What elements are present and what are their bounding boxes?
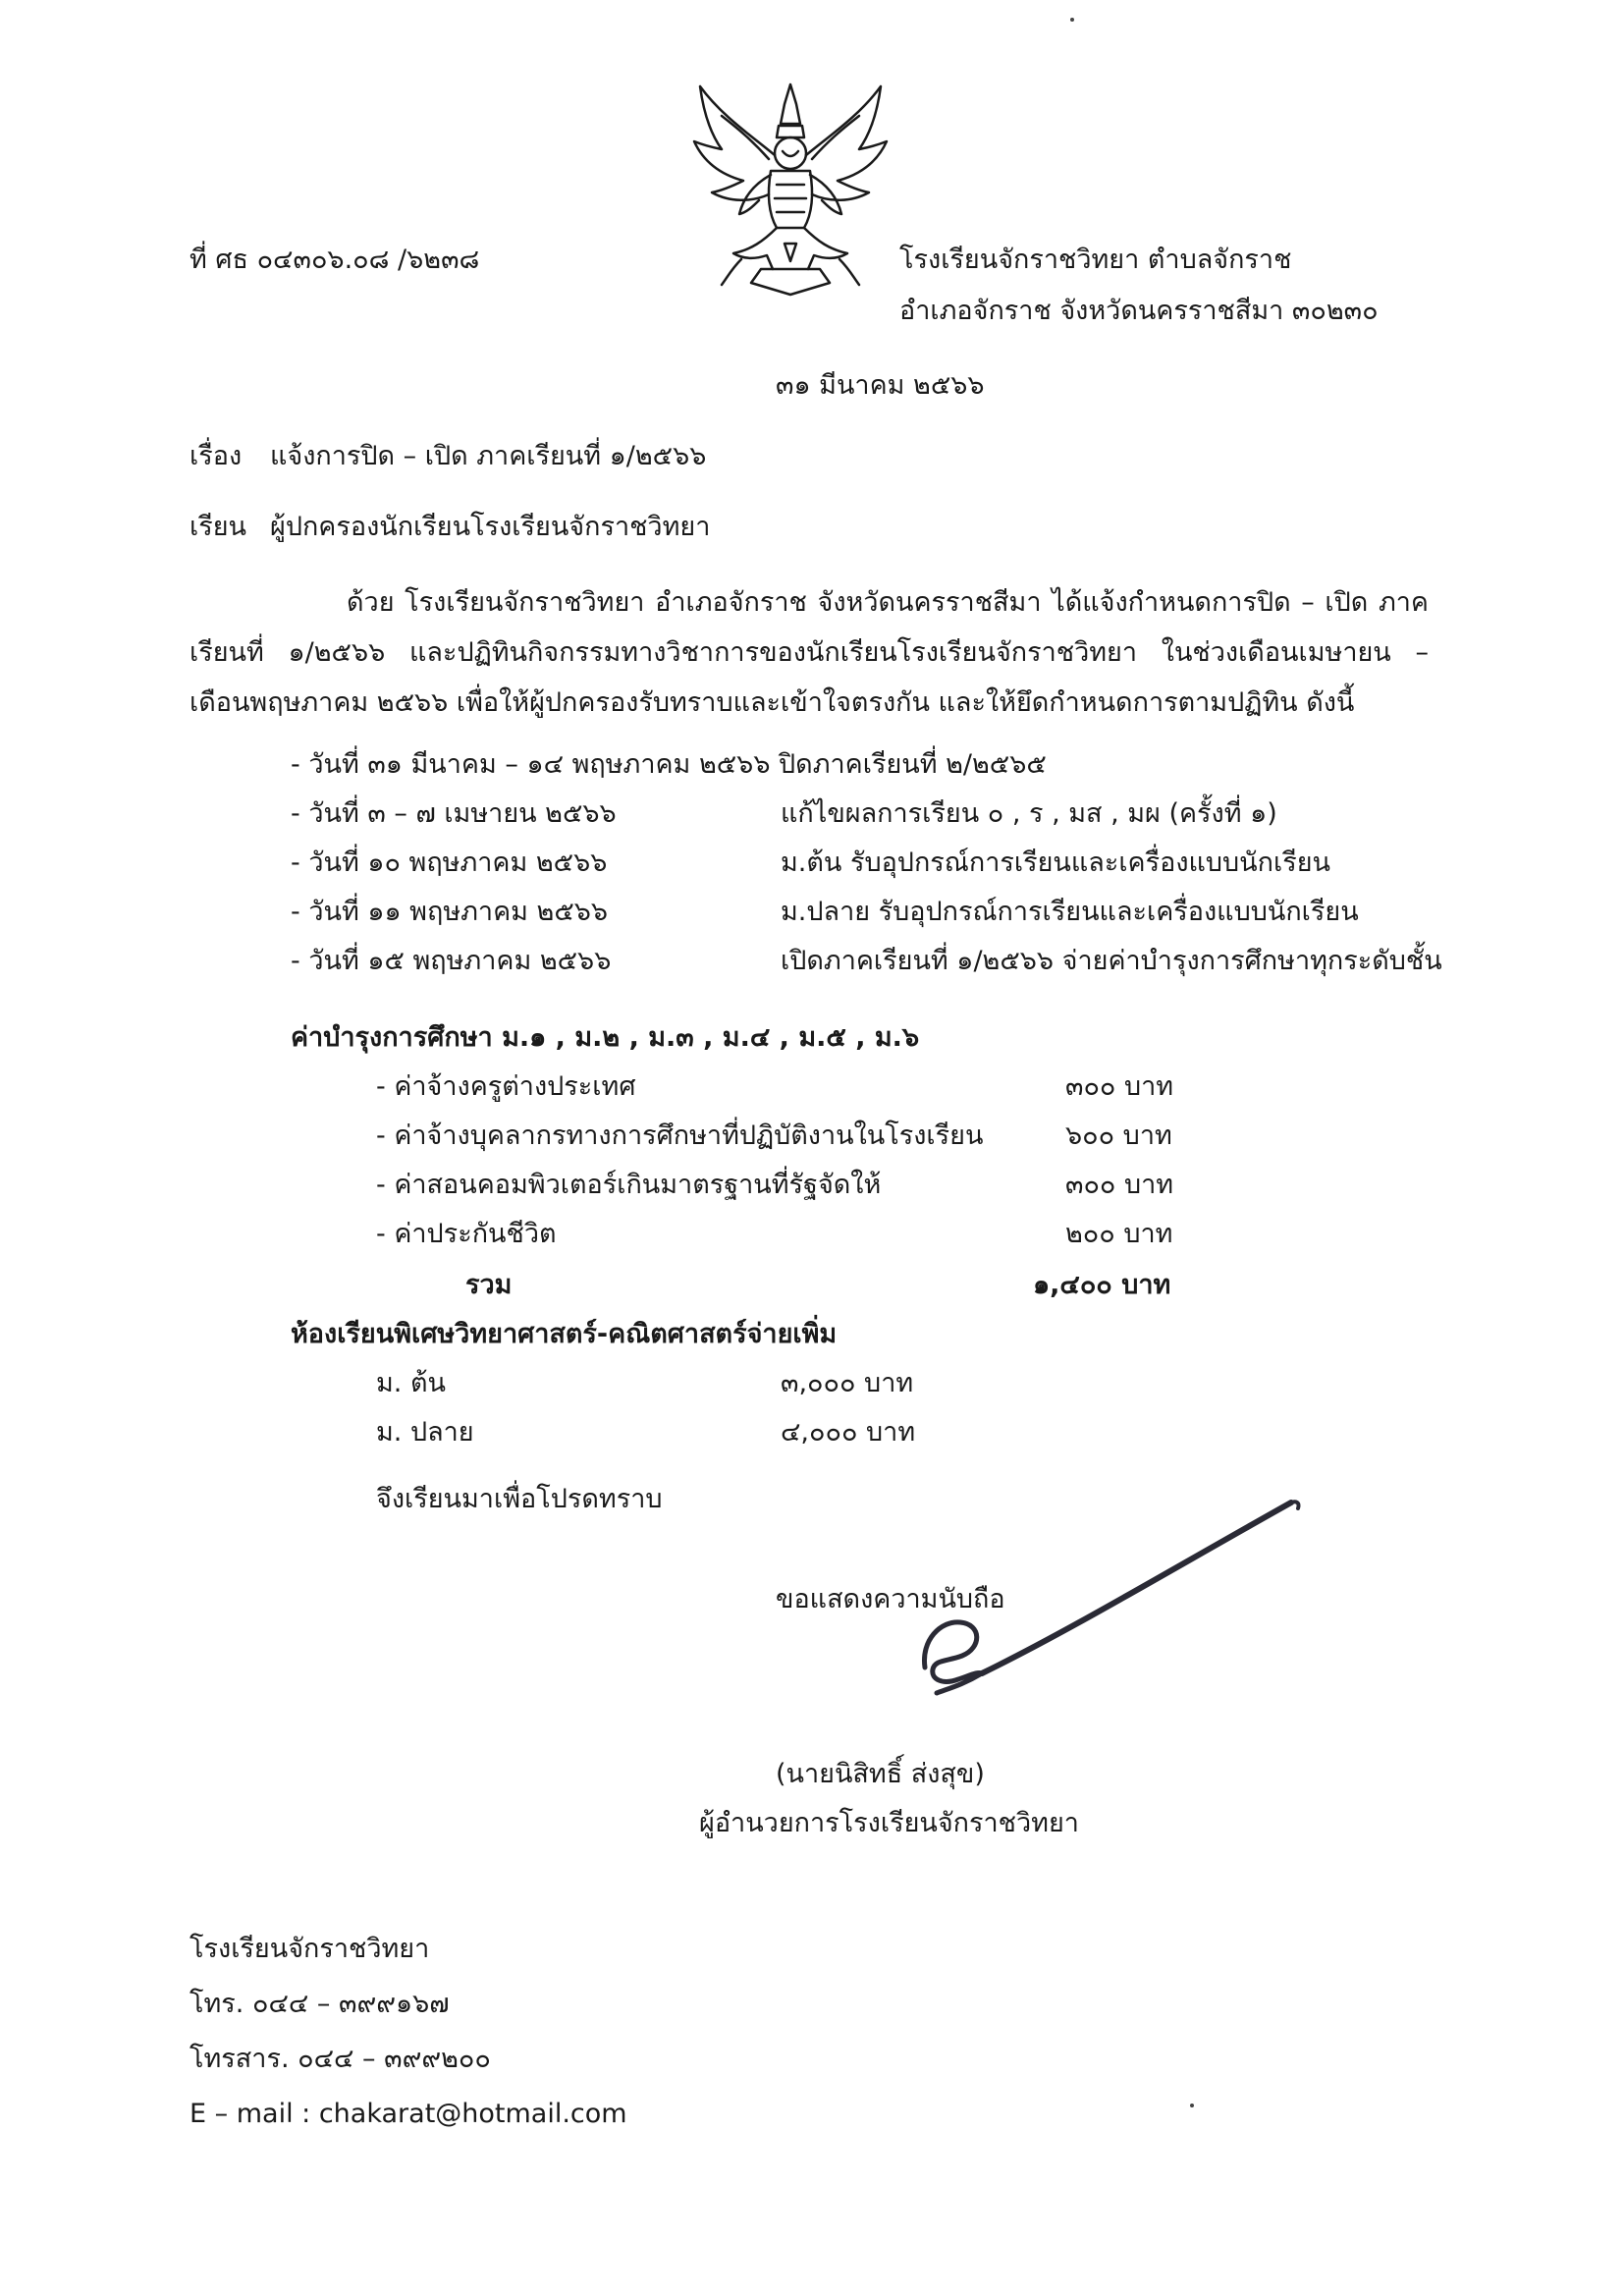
fees-heading: ค่าบำรุงการศึกษา ม.๑ , ม.๒ , ม.๓ , ม.๔ , ม.๕ , ม.๖ — [291, 1022, 920, 1053]
recipient-text: ผู้ปกครองนักเรียนโรงเรียนจักราชวิทยา — [270, 512, 711, 542]
subject-text: แจ้งการปิด – เปิด ภาคเรียนที่ ๑/๒๕๖๖ — [270, 441, 707, 471]
schedule-event: ม.ต้น รับอุปกรณ์การเรียนและเครื่องแบบนักเรียน — [781, 847, 1330, 878]
footer-school: โรงเรียนจักราชวิทยา — [189, 1934, 430, 1964]
footer-fax: โทรสาร. ๐๔๔ – ๓๙๙๒๐๐ — [189, 2044, 491, 2074]
handwritten-signature — [844, 1493, 1316, 1728]
schedule-date: - วันที่ ๑๕ พฤษภาคม ๒๕๖๖ — [291, 946, 612, 976]
fee-amount: ๓๐๐ บาท — [1065, 1170, 1174, 1200]
schedule-event: ม.ปลาย รับอุปกรณ์การเรียนและเครื่องแบบนักเรียน — [781, 897, 1359, 927]
body-paragraph: ด้วย โรงเรียนจักราชวิทยา อำเภอจักราช จังหวัดนครราชสีมา ได้แจ้งกำหนดการปิด – เปิด ภาคเรียนที่ ๑/๒๕๖๖ และปฏิทินกิจกรรมทางวิชาการของนักเรียนโรงเรียนจักราชวิทยา ในช่วงเดือนเมษายน – เดือนพฤษภาคม ๒๕๖๖ เพื่อให้ผู้ปกครองรับทราบและเข้าใจตรงกัน และให้ยึดกำหนดการตามปฏิทิน ดังนี้ — [189, 587, 1429, 718]
schedule-date: - วันที่ ๓ – ๗ เมษายน ๒๕๖๖ — [291, 798, 617, 829]
scan-speck — [1190, 2104, 1194, 2107]
school-address-line1: โรงเรียนจักราชวิทยา ตำบลจักราช — [899, 245, 1292, 275]
closing-regards: ขอแสดงความนับถือ — [776, 1584, 1005, 1614]
fees-total-label: รวม — [465, 1270, 513, 1300]
footer-email: E – mail : chakarat@hotmail.com — [189, 2099, 627, 2129]
schedule-event: เปิดภาคเรียนที่ ๑/๒๕๖๖ จ่ายค่าบำรุงการศึกษาทุกระดับชั้น — [781, 946, 1442, 976]
special-fee-amount: ๔,๐๐๐ บาท — [781, 1417, 916, 1448]
fee-amount: ๓๐๐ บาท — [1065, 1071, 1174, 1102]
special-fee-amount: ๓,๐๐๐ บาท — [781, 1368, 914, 1398]
fee-amount: ๖๐๐ บาท — [1065, 1121, 1172, 1151]
letter-date: ๓๑ มีนาคม ๒๕๖๖ — [776, 370, 985, 401]
schedule-date: - วันที่ ๑๐ พฤษภาคม ๒๕๖๖ — [291, 847, 608, 878]
footer-phone: โทร. ๐๔๔ – ๓๙๙๑๖๗ — [189, 1989, 450, 2019]
fees-total-amount: ๑,๔๐๐ บาท — [1033, 1270, 1171, 1300]
special-class-heading: ห้องเรียนพิเศษวิทยาศาสตร์-คณิตศาสตร์จ่ายเพิ่ม — [291, 1319, 838, 1349]
special-fee-label: ม. ปลาย — [376, 1417, 474, 1448]
schedule-date: - วันที่ ๓๑ มีนาคม – ๑๔ พฤษภาคม ๒๕๖๖ ปิดภาคเรียนที่ ๒/๒๕๖๕ — [291, 749, 1047, 780]
subject-label: เรื่อง — [189, 441, 243, 471]
signer-title: ผู้อำนวยการโรงเรียนจักราชวิทยา — [699, 1808, 1079, 1838]
fee-label: - ค่าประกันชีวิต — [376, 1219, 557, 1249]
reference-number: ที่ ศธ ๐๔๓๐๖.๐๘ /๖๒๓๘ — [189, 245, 480, 275]
fee-label: - ค่าสอนคอมพิวเตอร์เกินมาตรฐานที่รัฐจัดให้ — [376, 1170, 882, 1200]
fee-amount: ๒๐๐ บาท — [1065, 1219, 1173, 1249]
special-fee-label: ม. ต้น — [376, 1368, 446, 1398]
school-address-line2: อำเภอจักราช จังหวัดนครราชสีมา ๓๐๒๓๐ — [899, 296, 1379, 326]
fee-label: - ค่าจ้างครูต่างประเทศ — [376, 1071, 636, 1102]
schedule-event: แก้ไขผลการเรียน ๐ , ร , มส , มผ (ครั้งที่ ๑) — [781, 798, 1277, 829]
schedule-date: - วันที่ ๑๑ พฤษภาคม ๒๕๖๖ — [291, 897, 609, 927]
recipient-label: เรียน — [189, 512, 247, 542]
scan-speck — [1070, 18, 1074, 22]
signer-name: (นายนิสิทธิ์ ส่งสุข) — [776, 1759, 985, 1789]
garuda-emblem-icon — [682, 77, 898, 302]
fee-label: - ค่าจ้างบุคลากรทางการศึกษาที่ปฏิบัติงานในโรงเรียน — [376, 1121, 984, 1151]
closing-line: จึงเรียนมาเพื่อโปรดทราบ — [376, 1484, 663, 1514]
